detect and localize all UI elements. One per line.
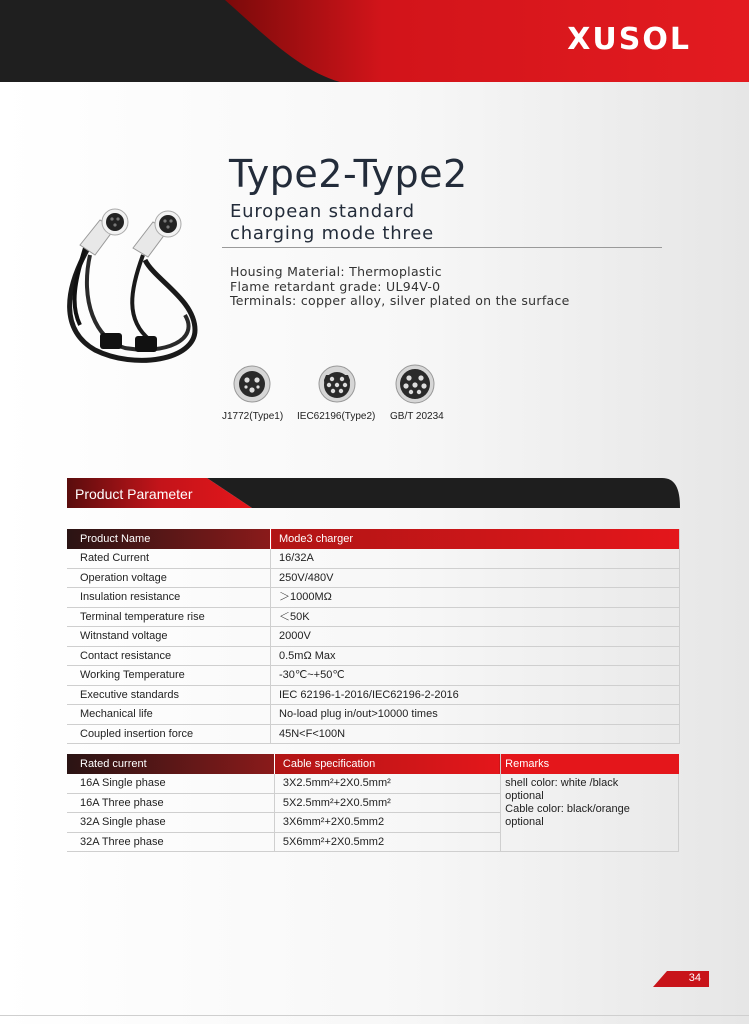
param-value: ＜50K [271, 607, 680, 627]
remark-line: Cable color: black/orange [505, 803, 630, 815]
table-row [67, 568, 680, 588]
cable-spec: 3X6mm²+2X0.5mm2 [274, 813, 500, 833]
gbt-plug-icon [395, 364, 435, 404]
page-number: 34 [688, 972, 701, 984]
plug-label: J1772(Type1) [222, 411, 284, 422]
cable-spec: 5X2.5mm²+2X0.5mm² [274, 793, 500, 813]
table-row [67, 774, 679, 793]
table-header-cell: Mode3 charger [271, 529, 680, 549]
param-name: Working Temperature [67, 666, 271, 686]
table-header-row [67, 529, 680, 549]
j1772-plug-icon [232, 364, 272, 404]
param-value: 16/32A [271, 549, 680, 568]
spec-line: Flame retardant grade: UL94V-0 [230, 278, 441, 294]
subtitle-line: charging mode three [230, 223, 434, 244]
rated-current: 32A Three phase [67, 832, 274, 852]
plug-label: GB/T 20234 [390, 411, 444, 422]
page-number-wrap [653, 971, 709, 987]
table-row [67, 705, 680, 725]
cable-spec: 3X2.5mm²+2X0.5mm² [274, 774, 500, 793]
param-value: 250V/480V [271, 568, 680, 588]
param-value: ＞1000MΩ [271, 588, 680, 608]
section-title: Product Parameter [75, 486, 193, 502]
subtitle-line: European standard [230, 201, 415, 222]
table-row [67, 666, 680, 686]
param-name: Insulation resistance [67, 588, 271, 608]
table-header-row [67, 754, 679, 774]
rated-current: 16A Single phase [67, 774, 274, 793]
param-name: Mechanical life [67, 705, 271, 725]
charging-cable-image [55, 200, 215, 375]
param-value: -30℃~+50℃ [271, 666, 680, 686]
table-row [67, 685, 680, 705]
param-value: 2000V [271, 627, 680, 647]
param-name: Coupled insertion force [67, 724, 271, 744]
param-name: Rated Current [67, 549, 271, 568]
param-name: Operation voltage [67, 568, 271, 588]
param-value: 0.5mΩ Max [271, 646, 680, 666]
footer-divider [0, 1015, 749, 1016]
brand-logo: XUSOL [567, 22, 691, 57]
param-value: 45N<F<100N [271, 724, 680, 744]
rated-current: 16A Three phase [67, 793, 274, 813]
param-name: Contact resistance [67, 646, 271, 666]
remark-line: shell color: white /black [505, 777, 619, 789]
table-row [67, 607, 680, 627]
spec-line: Terminals: copper alloy, silver plated on the surface [230, 293, 570, 308]
type2-plug-icon [317, 364, 357, 404]
remarks-cell [501, 774, 679, 852]
title-divider [222, 247, 662, 248]
param-name: Executive standards [67, 685, 271, 705]
param-name: Terminal temperature rise [67, 607, 271, 627]
table-row [67, 724, 680, 744]
rated-current: 32A Single phase [67, 813, 274, 833]
table-row [67, 549, 680, 568]
table-header-cell: Rated current [67, 754, 274, 774]
plug-label: IEC62196(Type2) [297, 411, 376, 422]
page-title: Type2-Type2 [229, 152, 468, 196]
param-name: Witnstand voltage [67, 627, 271, 647]
table-header-cell: Remarks [501, 754, 679, 774]
table-row [67, 646, 680, 666]
cable-spec: 5X6mm²+2X0.5mm2 [274, 832, 500, 852]
product-parameter-table [67, 529, 680, 744]
remark-line: optional [505, 816, 544, 828]
param-value: IEC 62196-1-2016/IEC62196-2-2016 [271, 685, 680, 705]
table-header-cell: Cable specification [274, 754, 500, 774]
table-row [67, 627, 680, 647]
table-row [67, 588, 680, 608]
subtitle [230, 201, 434, 245]
table-header-cell: Product Name [67, 529, 271, 549]
param-value: No-load plug in/out>10000 times [271, 705, 680, 725]
material-specs [230, 265, 570, 309]
remark-line: optional [505, 790, 544, 802]
spec-line: Housing Material: Thermoplastic [230, 264, 442, 279]
cable-specification-table [67, 754, 679, 852]
